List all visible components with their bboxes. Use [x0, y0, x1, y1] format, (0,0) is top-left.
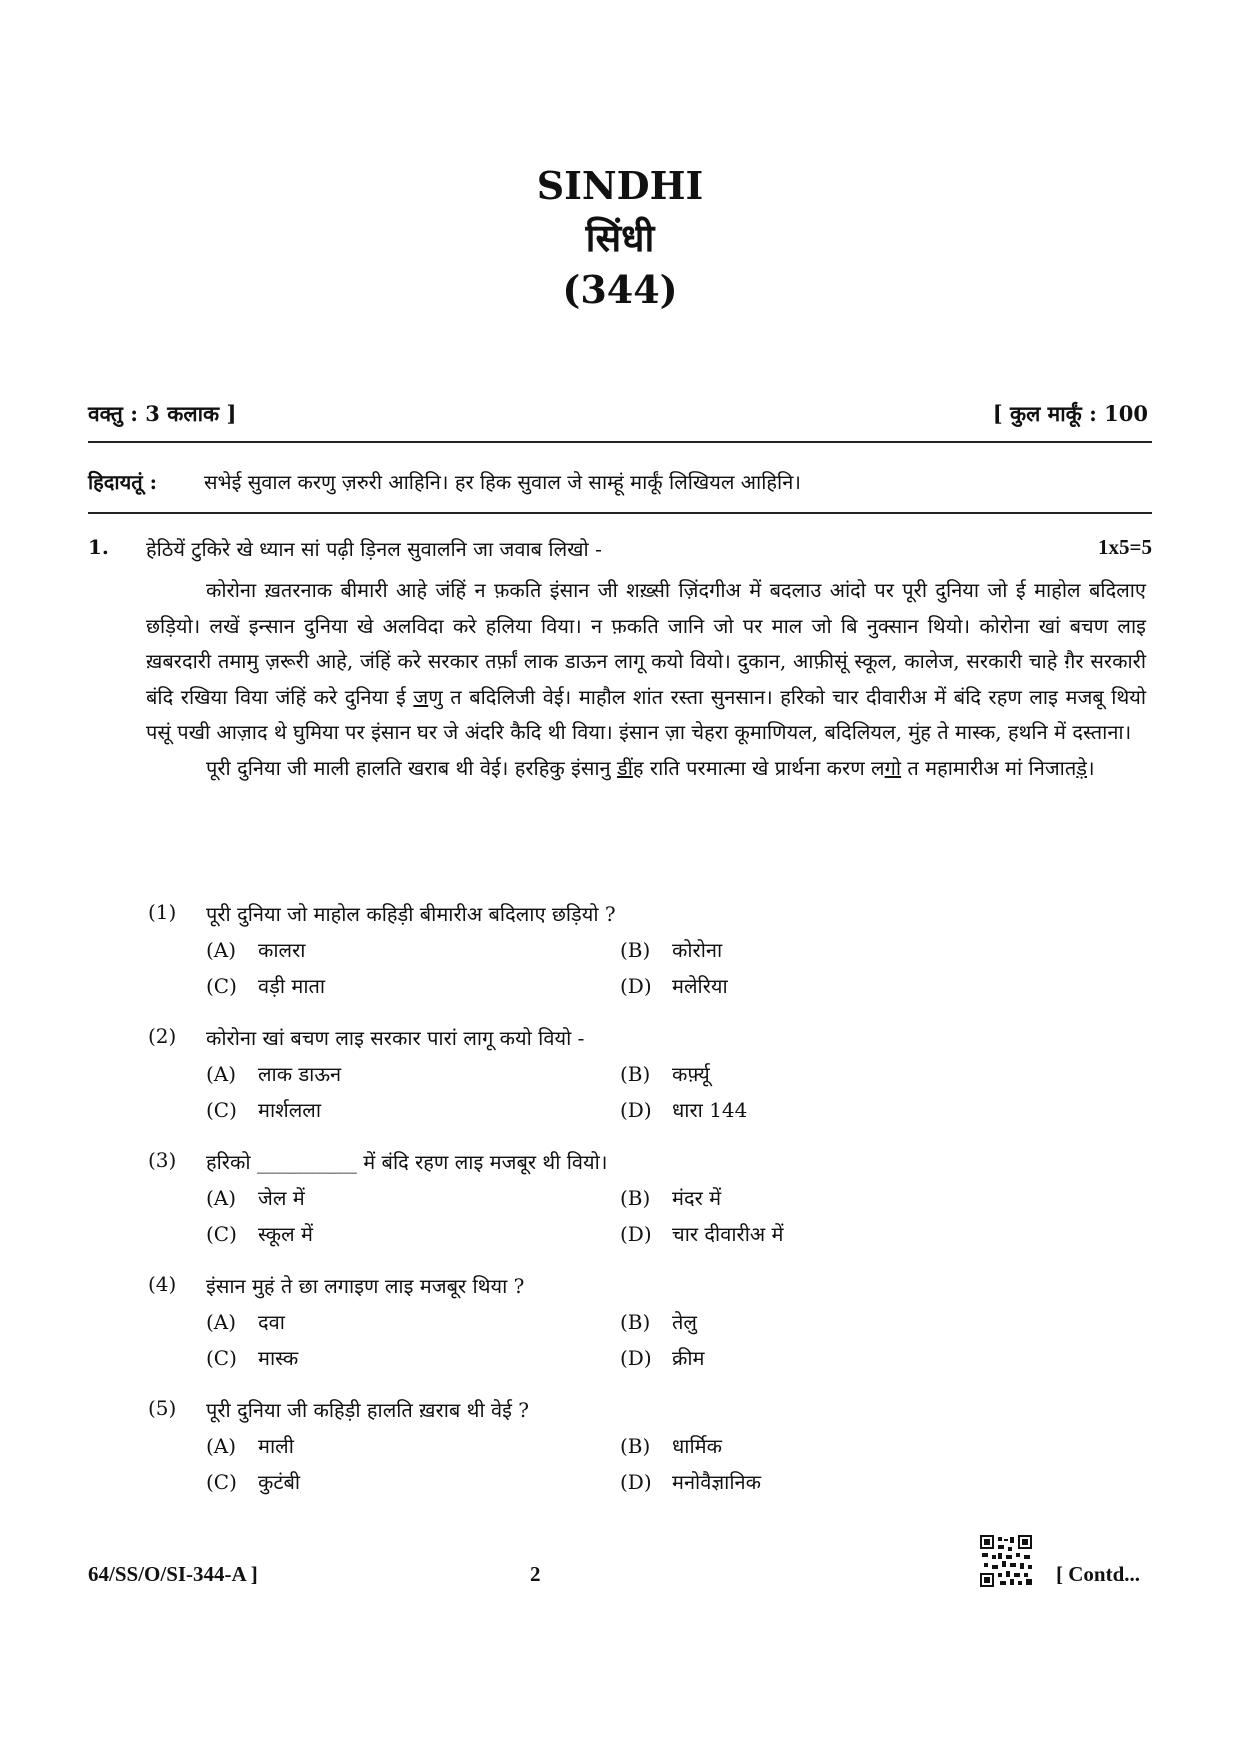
option[interactable]: (D) क्रीम: [620, 1346, 705, 1370]
option[interactable]: (A) दवा: [206, 1310, 285, 1334]
title-block: [0, 160, 1240, 316]
option[interactable]: (B) धार्मिक: [620, 1434, 722, 1458]
option[interactable]: (C) मार्शलला: [206, 1098, 322, 1122]
passage-paragraph: पूरी दुनिया जी माली हालति खराब थी वेई। हरहिकु इंसानु डींह राति परमात्मा खे प्रार्थना करण लगो त महामारीअ मां निजातड़े।: [206, 755, 1095, 780]
instructions-label: हिदायतूं :: [88, 470, 157, 494]
option[interactable]: (D) मलेरिया: [620, 974, 728, 998]
qr-code-icon: [980, 1535, 1032, 1587]
divider: [88, 512, 1152, 514]
option[interactable]: (A) माली: [206, 1434, 294, 1458]
exam-header: [88, 400, 1148, 428]
subquestion-number: (3): [148, 1148, 177, 1172]
question-prompt-row: [146, 535, 1152, 562]
option[interactable]: (B) मंदर में: [620, 1186, 722, 1210]
option[interactable]: (C) स्कूल में: [206, 1222, 314, 1246]
subject-title-devanagari: सिंधी: [585, 215, 655, 260]
option[interactable]: (D) चार दीवारीअ में: [620, 1222, 784, 1246]
page-number: 2: [530, 1562, 541, 1586]
subquestion-number: (2): [148, 1024, 177, 1048]
comprehension-passage: [146, 573, 1146, 786]
question-prompt: हेठियें टुकिरे खे ध्यान सां पढ़ी ड़िनल सुवालनि जा जवाब लिखो -: [146, 537, 602, 561]
time-allowed: वक्तु : 3 कलाक ]: [88, 401, 237, 426]
option[interactable]: (B) कर्फ़्यू: [620, 1062, 710, 1086]
subquestion-stem: इंसान मुहं ते छा लगाइण लाइ मजबूर थिया ?: [206, 1274, 525, 1298]
option[interactable]: (C) कुटंबी: [206, 1470, 301, 1494]
option[interactable]: (C) मास्क: [206, 1346, 299, 1370]
option[interactable]: (A) कालरा: [206, 938, 306, 962]
subquestion-number: (4): [148, 1272, 177, 1296]
option[interactable]: (D) धारा 144: [620, 1098, 748, 1122]
option[interactable]: (A) जेल में: [206, 1186, 305, 1210]
paper-code: 64/SS/O/SI-344-A ]: [88, 1562, 258, 1586]
subquestion-stem: हरिको __________ में बंदि रहण लाइ मजबूर थी वियो।: [206, 1150, 608, 1174]
option[interactable]: (A) लाक डाऊन: [206, 1062, 342, 1086]
subquestion-stem: पूरी दुनिया जी कहिड़ी हालति ख़राब थी वेई ?: [206, 1398, 530, 1422]
option[interactable]: (D) मनोवैज्ञानिक: [620, 1470, 761, 1494]
option[interactable]: (C) वड़ी माता: [206, 974, 326, 998]
instructions: [88, 468, 1148, 495]
subject-code: (344): [562, 267, 678, 312]
instructions-text: सभेई सुवाल करणु ज़रुरी आहिनि। हर हिक सुवाल जे साम्हूं मार्कूं लिखियल आहिनि।: [204, 470, 801, 494]
continued-label: [ Contd...: [1056, 1562, 1141, 1586]
subquestion-stem: पूरी दुनिया जो माहोल कहिड़ी बीमारीअ बदिलाए छड़ियो ?: [206, 902, 616, 926]
option[interactable]: (B) कोरोना: [620, 938, 723, 962]
passage-paragraph: कोरोना ख़तरनाक बीमारी आहे जंहिं न फ़कति इंसान जी शख़्सी ज़िंदगीअ में बदलाउ आंदो पर पूरी दुनिया जो ई माहोल बदिलाए छड़ियो। लखें इन्सान दुनिया खे अलविदा करे हलिया विया। न फ़कति जानि जो पर माल जो बि नुक्सान थियो। कोरोना खां बचण लाइ ख़बरदारी तमामु ज़रूरी आहे, जंहिं करे सरकार तर्फ़ां लाक डाऊन लागू कयो वियो। दुकान, आफ़ीसूं स्कूल, कालेज, सरकारी चाहे ग़ैर सरकारी बंदि रखिया विया जंहिं करे दुनिया ई जणु त बदिलिजी वेई। माहौल शांत रस्ता सुनसान। हरिको चार दीवारीअ में बंदि रहण लाइ मजबू थियो पसूं पखी आज़ाद थे घुमिया पर इंसान घर जे अंदरि कैदि थी विया। इंसान ज़ा चेहरा कूमाणियल, बदिलियल, मुंह ते मास्क, हथनि में दस्ताना।: [146, 578, 1146, 744]
question-marks: 1x5=5: [1098, 535, 1152, 559]
option[interactable]: (B) तेलु: [620, 1310, 697, 1334]
subquestion-number: (5): [148, 1396, 177, 1420]
subquestion-stem: कोरोना खां बचण लाइ सरकार पारां लागू कयो वियो -: [206, 1026, 585, 1050]
question-number: 1.: [88, 535, 109, 559]
subquestion-number: (1): [148, 900, 177, 924]
total-marks: [ कुल मार्कूं : 100: [992, 401, 1148, 426]
divider: [88, 441, 1152, 443]
subject-title-english: SINDHI: [536, 163, 704, 208]
